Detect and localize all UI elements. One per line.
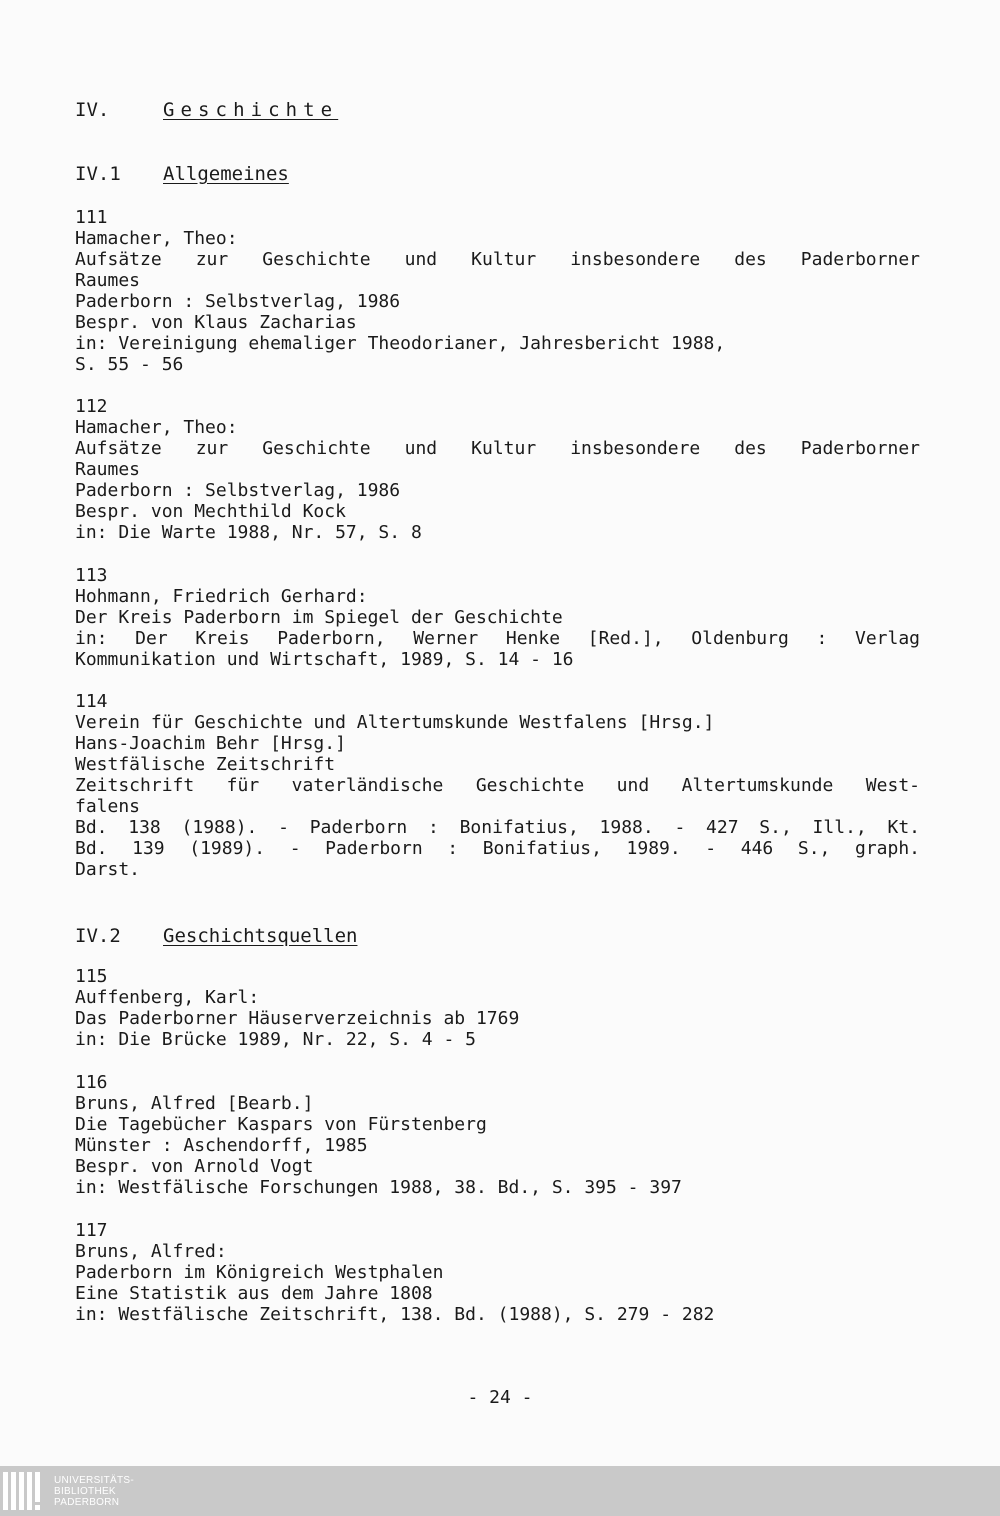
entry-line: Paderborn im Königreich Westphalen xyxy=(75,1262,444,1283)
entry-number: 113 xyxy=(75,565,108,586)
entry-line: Bespr. von Klaus Zacharias xyxy=(75,312,357,333)
logo-line: PADERBORN xyxy=(54,1496,120,1508)
entry-line: falens xyxy=(75,796,141,817)
entry-line: Kommunikation und Wirtschaft, 1989, S. 14 - 16 xyxy=(75,649,574,670)
entry-line: in: Westfälische Forschungen 1988, 38. Bd., S. 395 - 397 xyxy=(75,1177,682,1198)
section-title: Allgemeines xyxy=(163,163,289,185)
section-title: Geschichte xyxy=(163,99,339,121)
entry-line: in: Westfälische Zeitschrift, 138. Bd. (1988), S. 279 - 282 xyxy=(75,1304,715,1325)
entry-line: Der Kreis Paderborn im Spiegel der Geschichte xyxy=(75,607,563,628)
entry-line: in: Vereinigung ehemaliger Theodorianer, Jahresbericht 1988, xyxy=(75,333,726,354)
logo-line: UNIVERSITÄTS- xyxy=(54,1474,135,1486)
entry-line: Das Paderborner Häuserverzeichnis ab 1769 xyxy=(75,1008,520,1029)
entry-line: Zeitschrift für vaterländische Geschichte und Altertumskunde West- xyxy=(75,775,920,796)
bibliography-entry-114 xyxy=(75,691,920,880)
entry-line: Hamacher, Theo: xyxy=(75,228,238,249)
entry-line: Aufsätze zur Geschichte und Kultur insbesondere des Paderborner xyxy=(75,249,920,270)
bibliography-entry-116 xyxy=(75,1072,920,1198)
entry-number: 117 xyxy=(75,1220,108,1241)
entry-line: Verein für Geschichte und Altertumskunde Westfalens [Hrsg.] xyxy=(75,712,715,733)
entry-number: 116 xyxy=(75,1072,108,1093)
entry-line: Münster : Aschendorff, 1985 xyxy=(75,1135,368,1156)
entry-number: 115 xyxy=(75,966,108,987)
entry-line: Raumes xyxy=(75,270,141,291)
entry-line: in: Die Brücke 1989, Nr. 22, S. 4 - 5 xyxy=(75,1029,476,1050)
entry-line: Eine Statistik aus dem Jahre 1808 xyxy=(75,1283,433,1304)
entry-line: Raumes xyxy=(75,459,141,480)
bibliography-entry-117 xyxy=(75,1220,920,1325)
library-footer-bar xyxy=(0,1466,1000,1516)
entry-number: 112 xyxy=(75,396,108,417)
entry-line: Paderborn : Selbstverlag, 1986 xyxy=(75,480,401,501)
logo-line: BIBLIOTHEK xyxy=(54,1485,116,1497)
bibliography-entry-112 xyxy=(75,396,920,543)
library-logo-icon xyxy=(0,1466,48,1516)
section-number: IV. xyxy=(75,99,110,121)
entry-line: Darst. xyxy=(75,859,141,880)
entry-line: Hans-Joachim Behr [Hrsg.] xyxy=(75,733,346,754)
section-heading-iv2 xyxy=(75,926,357,947)
bibliography-entry-113 xyxy=(75,565,920,670)
entry-line: Bd. 138 (1988). - Paderborn : Bonifatius, 1988. - 427 S., Ill., Kt. xyxy=(75,817,920,838)
entry-line: Westfälische Zeitschrift xyxy=(75,754,336,775)
entry-number: 111 xyxy=(75,207,108,228)
entry-line: Bespr. von Mechthild Kock xyxy=(75,501,346,522)
entry-line: S. 55 - 56 xyxy=(75,354,184,375)
section-heading-iv1 xyxy=(75,164,289,185)
entry-line: Bd. 139 (1989). - Paderborn : Bonifatius, 1989. - 446 S., graph. xyxy=(75,838,920,859)
entry-line: Bruns, Alfred [Bearb.] xyxy=(75,1093,314,1114)
entry-line: Die Tagebücher Kaspars von Fürstenberg xyxy=(75,1114,487,1135)
entry-line: Aufsätze zur Geschichte und Kultur insbesondere des Paderborner xyxy=(75,438,920,459)
bibliography-entry-111 xyxy=(75,207,920,375)
bibliography-entry-115 xyxy=(75,966,920,1050)
entry-line: Bespr. von Arnold Vogt xyxy=(75,1156,314,1177)
entry-number: 114 xyxy=(75,691,108,712)
entry-line: Paderborn : Selbstverlag, 1986 xyxy=(75,291,401,312)
section-number: IV.1 xyxy=(75,163,121,185)
page-number: - 24 - xyxy=(467,1387,533,1408)
entry-line: in: Die Warte 1988, Nr. 57, S. 8 xyxy=(75,522,422,543)
entry-line: Hamacher, Theo: xyxy=(75,417,238,438)
entry-line: Hohmann, Friedrich Gerhard: xyxy=(75,586,368,607)
section-number: IV.2 xyxy=(75,925,121,947)
section-title: Geschichtsquellen xyxy=(163,925,358,947)
library-logo-text xyxy=(54,1466,134,1516)
entry-line: in: Der Kreis Paderborn, Werner Henke [Red.], Oldenburg : Verlag xyxy=(75,628,920,649)
section-heading-iv xyxy=(75,100,338,121)
entry-line: Bruns, Alfred: xyxy=(75,1241,227,1262)
entry-line: Auffenberg, Karl: xyxy=(75,987,260,1008)
